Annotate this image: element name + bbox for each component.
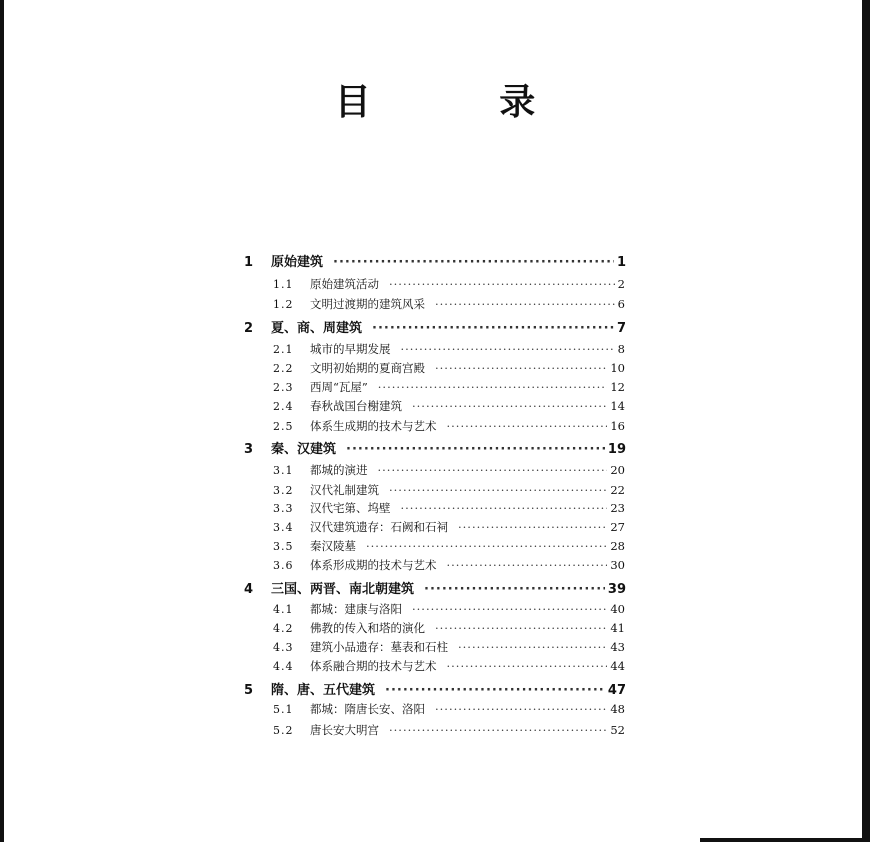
dot-leader (401, 501, 608, 515)
chapter-title: 三国、两晋、南北朝建筑 (271, 582, 415, 597)
section-number: 5.1 (273, 703, 294, 716)
page-number: 12 (610, 380, 625, 394)
page-number: 20 (610, 463, 625, 477)
section-title: 文明过渡期的建筑风采 (310, 297, 425, 311)
section-number: 3.3 (273, 502, 294, 515)
chapter-number: 4 (244, 582, 254, 597)
page-number: 19 (607, 442, 626, 457)
dot-leader (447, 659, 608, 673)
toc-section-row (273, 276, 625, 292)
dot-leader (389, 277, 615, 291)
dot-leader (333, 255, 614, 270)
dot-leader (412, 399, 607, 413)
dot-leader (385, 683, 605, 698)
page-number: 43 (610, 640, 625, 654)
section-number: 4.2 (273, 622, 294, 635)
section-title: 春秋战国台榭建筑 (310, 399, 402, 413)
dot-leader (366, 539, 607, 553)
dot-leader (389, 483, 607, 497)
dot-leader (346, 442, 605, 457)
toc-section-row (273, 482, 625, 498)
chapter-title: 秦、汉建筑 (271, 442, 337, 457)
section-number: 1.2 (273, 298, 294, 311)
toc-chapter-row (244, 438, 626, 457)
section-number: 3.4 (273, 521, 294, 534)
toc-chapter-row (244, 679, 626, 698)
section-title: 体系生成期的技术与艺术 (310, 419, 437, 433)
page-number: 16 (610, 419, 625, 433)
page-number: 27 (610, 520, 625, 534)
page-number: 23 (610, 501, 625, 515)
page-number: 2 (617, 277, 625, 291)
toc-section-row (273, 418, 625, 434)
toc-section-row (273, 519, 625, 535)
chapter-title: 原始建筑 (271, 255, 324, 270)
dot-leader (435, 361, 607, 375)
page-number: 22 (610, 483, 625, 497)
page-number: 28 (610, 539, 625, 553)
toc-chapter-row (244, 578, 626, 597)
section-number: 2.4 (273, 400, 294, 413)
dot-leader (372, 321, 614, 336)
section-number: 2.5 (273, 420, 294, 433)
section-title: 佛教的传入和塔的演化 (310, 621, 425, 635)
section-title: 西周“瓦屋” (310, 380, 368, 394)
page-number: 7 (616, 321, 626, 336)
page-number: 1 (616, 255, 626, 270)
dot-leader (435, 621, 607, 635)
dot-leader (458, 640, 607, 654)
page-number: 14 (610, 399, 625, 413)
toc-section-row (273, 500, 625, 516)
toc-section-row (273, 398, 625, 414)
chapter-number: 5 (244, 683, 254, 698)
section-number: 3.2 (273, 484, 294, 497)
page-number: 48 (610, 702, 625, 716)
chapter-number: 3 (244, 442, 254, 457)
section-number: 3.6 (273, 559, 294, 572)
toc-section-row (273, 620, 625, 636)
section-number: 4.3 (273, 641, 294, 654)
page-number: 39 (607, 582, 626, 597)
page-number: 47 (607, 683, 626, 698)
toc-section-row (273, 341, 625, 357)
dot-leader (424, 582, 605, 597)
page-number: 6 (617, 297, 625, 311)
section-number: 2.3 (273, 381, 294, 394)
toc-section-row (273, 639, 625, 655)
toc-section-row (273, 601, 625, 617)
toc-section-row (273, 557, 625, 573)
toc-section-row (273, 296, 625, 312)
dot-leader (389, 723, 607, 737)
section-title: 原始建筑活动 (310, 277, 379, 291)
toc-section-row (273, 701, 625, 717)
section-title: 秦汉陵墓 (310, 539, 356, 553)
section-number: 3.1 (273, 464, 294, 477)
section-number: 4.4 (273, 660, 294, 673)
dot-leader (412, 602, 607, 616)
section-title: 都城的演进 (310, 463, 368, 477)
section-title: 汉代宅第、坞壁 (310, 501, 391, 515)
toc-section-row (273, 538, 625, 554)
toc-section-row (273, 379, 625, 395)
dot-leader (378, 463, 608, 477)
section-title: 文明初始期的夏商宫殿 (310, 361, 425, 375)
section-title: 汉代礼制建筑 (310, 483, 379, 497)
toc-section-row (273, 722, 625, 738)
toc-section-row (273, 462, 625, 478)
section-title: 建筑小品遗存：墓表和石柱 (310, 640, 448, 654)
chapter-title: 夏、商、周建筑 (271, 321, 363, 336)
section-number: 2.1 (273, 343, 294, 356)
section-number: 5.2 (273, 724, 294, 737)
dot-leader (447, 558, 608, 572)
section-title: 唐长安大明宫 (310, 723, 379, 737)
page-number: 41 (610, 621, 625, 635)
section-title: 汉代建筑遗存：石阙和石祠 (310, 520, 448, 534)
page-number: 52 (610, 723, 625, 737)
section-number: 3.5 (273, 540, 294, 553)
section-title: 城市的早期发展 (310, 342, 391, 356)
page-title: 目 录 (334, 82, 594, 123)
toc-section-row (273, 360, 625, 376)
dot-leader (435, 297, 615, 311)
page-number: 10 (610, 361, 625, 375)
toc-chapter-row (244, 317, 626, 336)
section-number: 2.2 (273, 362, 294, 375)
dot-leader (447, 419, 608, 433)
section-title: 体系融合期的技术与艺术 (310, 659, 437, 673)
chapter-number: 1 (244, 255, 254, 270)
page-number: 8 (617, 342, 625, 356)
page-number: 30 (610, 558, 625, 572)
dot-leader (378, 380, 608, 394)
section-number: 4.1 (273, 603, 294, 616)
dot-leader (435, 702, 607, 716)
dot-leader (458, 520, 607, 534)
page-number: 40 (610, 602, 625, 616)
chapter-number: 2 (244, 321, 254, 336)
section-title: 体系形成期的技术与艺术 (310, 558, 437, 572)
section-title: 都城：隋唐长安、洛阳 (310, 702, 425, 716)
dot-leader (401, 342, 615, 356)
section-title: 都城：建康与洛阳 (310, 602, 402, 616)
toc-chapter-row (244, 251, 626, 270)
chapter-title: 隋、唐、五代建筑 (271, 683, 376, 698)
section-number: 1.1 (273, 278, 294, 291)
page-number: 44 (610, 659, 625, 673)
toc-section-row (273, 658, 625, 674)
